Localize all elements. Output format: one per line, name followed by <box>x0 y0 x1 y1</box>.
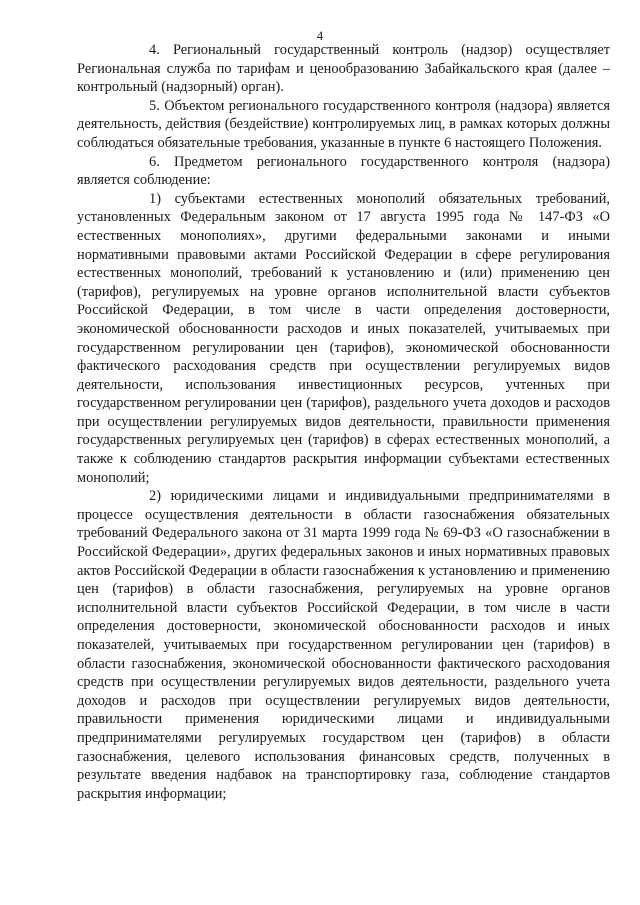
list-item-2-gas-supply: 2) юридическими лицами и индивидуальными предпринимателями в процессе осуществления деятельности в области газоснабжения обязательных требований Федерального закона от 31 марта 1999 года № 69-ФЗ «О газоснабжении в Российской Федерации», других федеральных законов и иных нормативных правовых актов Российской Федерации в области газоснабжения к установлению и применению цен (тарифов) в области газоснабжения, регулируемых на уровне органов исполнительной власти субъектов Российской Федерации, в том числе в части определения достоверности, экономической обоснованности расходов и иных показателей, учитываемых при государственном регулировании цен (тарифов) в области газоснабжения, экономической обоснованности фактического расходования средств при осуществлении регулируемых видов деятельности, раздельного учета доходов и расходов при осуществлении регулируемых видов деятельности, правильности применения юридическими лицами и индивидуальными предпринимателями регулируемых государством цен (тарифов) в области газоснабжения, целевого использования финансовых средств, полученных в результате введения надбавок на транспортировку газа, соблюдение стандартов раскрытия информации; <box>77 488 610 802</box>
paragraph-4-control-authority: 4. Региональный государственный контроль (надзор) осуществляет Региональная служба по тарифам и ценообразованию Забайкальского края (далее – контрольный (надзорный) орган). <box>77 42 610 96</box>
page-number: 4 <box>316 28 324 43</box>
paragraph-5-control-object: 5. Объектом регионального государственного контроля (надзора) является деятельность, действия (бездействие) контролируемых лиц, в рамках которых должны соблюдаться обязательные требования, указанные в пункте 6 настоящего Положения. <box>77 97 610 151</box>
list-item-1-natural-monopolies: 1) субъектами естественных монополий обязательных требований, установленных Федеральным законом от 17 августа 1995 года № 147-ФЗ «О естественных монополиях», другими федеральными законами и иными нормативными правовыми актами Российской Федерации в сфере регулирования естественных монополий, требований к установлению и (или) применению цен (тарифов), регулируемых на уровне органов исполнительной власти субъектов Российской Федерации, в том числе в части определения достоверности, экономической обоснованности расходов и иных показателей, учитываемых при государственном регулировании цен (тарифов), экономической обоснованности фактического расходования средств при осуществлении регулируемых видов деятельности, использования инвестиционных ресурсов, учтенных при государственном регулировании цен (тарифов), раздельного учета доходов и расходов при осуществлении регулируемых видов деятельности, правильности применения государственных регулируемых цен (тарифов) в сферах естественных монополий, а также к соблюдению стандартов раскрытия информации субъектами естественных монополий; <box>77 190 610 486</box>
document-body <box>77 41 610 803</box>
paragraph-6-control-subject: 6. Предметом регионального государственного контроля (надзора) является соблюдение: <box>77 153 610 189</box>
